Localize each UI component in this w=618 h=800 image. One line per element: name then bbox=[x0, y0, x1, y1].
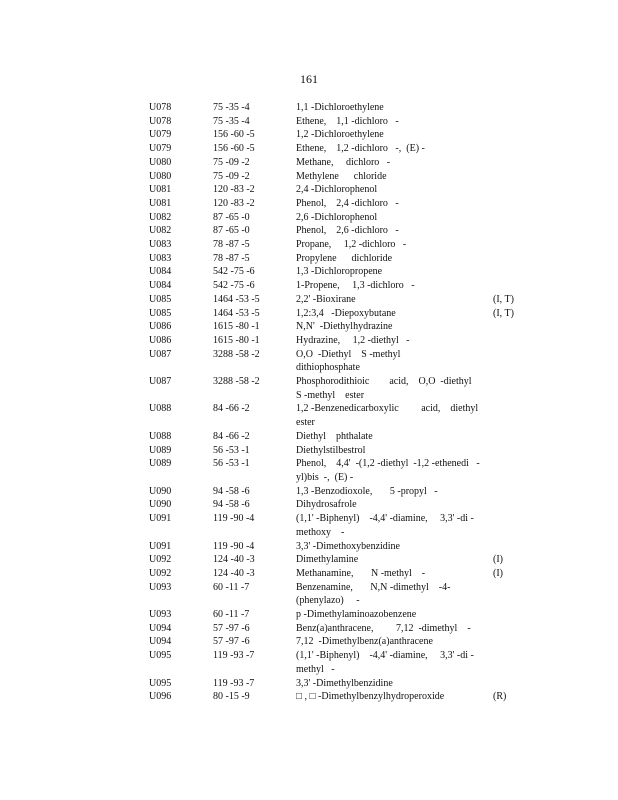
table-row bbox=[149, 115, 529, 129]
waste-code: U079 bbox=[149, 143, 172, 155]
substance-name: Ethene, 1,2 -dichloro -, (E) - bbox=[296, 143, 425, 155]
cas-number: 1615 -80 -1 bbox=[213, 321, 260, 333]
table-row bbox=[149, 512, 529, 539]
table-row bbox=[149, 307, 529, 321]
waste-code: U094 bbox=[149, 636, 172, 648]
waste-code: U078 bbox=[149, 115, 172, 127]
table-row bbox=[149, 677, 529, 691]
cas-number: 120 -83 -2 bbox=[213, 197, 255, 209]
cas-number: 57 -97 -6 bbox=[213, 636, 250, 648]
cas-number: 57 -97 -6 bbox=[213, 622, 250, 634]
cas-number: 124 -40 -3 bbox=[213, 554, 255, 566]
page-number: 161 bbox=[300, 72, 318, 86]
cas-number: 542 -75 -6 bbox=[213, 266, 255, 278]
table-row bbox=[149, 553, 529, 567]
cas-number: 56 -53 -1 bbox=[213, 444, 250, 456]
waste-code: U083 bbox=[149, 239, 172, 251]
waste-code: U095 bbox=[149, 677, 172, 689]
table-row bbox=[149, 581, 529, 608]
substance-name: 1,2 -Dichloroethylene bbox=[296, 129, 384, 141]
waste-code: U087 bbox=[149, 348, 172, 360]
substance-name: Methanamine, N -methyl - bbox=[296, 567, 426, 579]
waste-code: U093 bbox=[149, 609, 172, 621]
cas-number: 60 -11 -7 bbox=[213, 581, 250, 593]
waste-code: U085 bbox=[149, 293, 172, 305]
cas-number: 84 -66 -2 bbox=[213, 430, 250, 442]
cas-number: 1464 -53 -5 bbox=[213, 293, 260, 305]
substance-name: 3,3' -Dimethoxybenzidine bbox=[296, 540, 400, 552]
table-row bbox=[149, 320, 529, 334]
waste-code: U090 bbox=[149, 485, 172, 497]
substance-name: 1,2:3,4 -Diepoxybutane bbox=[296, 307, 396, 319]
substance-name: 2,6 -Dichlorophenol bbox=[296, 211, 378, 223]
cas-number: 87 -65 -0 bbox=[213, 225, 250, 237]
substance-name: 1,3 -Dichloropropene bbox=[296, 266, 383, 278]
hazard-code: (I) bbox=[493, 554, 503, 566]
waste-code: U088 bbox=[149, 430, 172, 442]
table-row bbox=[149, 375, 529, 402]
substance-name: Dimethylamine bbox=[296, 554, 359, 566]
substance-name: Diethyl phthalate bbox=[296, 430, 373, 442]
waste-code: U088 bbox=[149, 403, 172, 415]
waste-code: U081 bbox=[149, 197, 172, 209]
table-row bbox=[149, 348, 529, 375]
table-row bbox=[149, 156, 529, 170]
substance-name: 1,3 -Benzodioxole, 5 -propyl - bbox=[296, 485, 438, 497]
table-row bbox=[149, 430, 529, 444]
cas-number: 124 -40 -3 bbox=[213, 567, 255, 579]
cas-number: 56 -53 -1 bbox=[213, 458, 250, 470]
substance-name: Phenol, 2,4 -dichloro - bbox=[296, 197, 399, 209]
substance-name: p -Dimethylaminoazobenzene bbox=[296, 609, 417, 621]
table-row bbox=[149, 485, 529, 499]
substance-name: Phenol, 2,6 -dichloro - bbox=[296, 225, 399, 237]
substance-name: (1,1' -Biphenyl) -4,4' -diamine, 3,3' -di - methyl - bbox=[296, 650, 474, 675]
cas-number: 119 -90 -4 bbox=[213, 540, 255, 552]
cas-number: 75 -09 -2 bbox=[213, 170, 250, 182]
table-row bbox=[149, 402, 529, 429]
cas-number: 60 -11 -7 bbox=[213, 609, 250, 621]
table-row bbox=[149, 252, 529, 266]
cas-number: 542 -75 -6 bbox=[213, 280, 255, 292]
table-row bbox=[149, 334, 529, 348]
substance-name: Diethylstilbestrol bbox=[296, 444, 366, 456]
waste-code: U089 bbox=[149, 458, 172, 470]
substance-name: Propylene dichloride bbox=[296, 252, 393, 264]
cas-number: 75 -35 -4 bbox=[213, 102, 250, 113]
table-row bbox=[149, 183, 529, 197]
table-row bbox=[149, 622, 529, 636]
table-row bbox=[149, 690, 529, 704]
cas-number: 3288 -58 -2 bbox=[213, 348, 260, 360]
substance-name: Phenol, 4,4' -(1,2 -diethyl -1,2 -ethenedi - yl)bis -, (E) - bbox=[296, 458, 480, 483]
cas-number: 119 -90 -4 bbox=[213, 513, 255, 525]
substance-name: Benzenamine, N,N -dimethyl -4- (phenylazo) - bbox=[296, 581, 451, 607]
cas-number: 78 -87 -5 bbox=[213, 252, 250, 264]
waste-code: U089 bbox=[149, 444, 172, 456]
table-row bbox=[149, 142, 529, 156]
table-row bbox=[149, 608, 529, 622]
cas-number: 84 -66 -2 bbox=[213, 403, 250, 415]
waste-code: U080 bbox=[149, 170, 172, 182]
substance-name: 3,3' -Dimethylbenzidine bbox=[296, 677, 393, 689]
table-row bbox=[149, 444, 529, 458]
table-row bbox=[149, 197, 529, 211]
table-row bbox=[149, 265, 529, 279]
waste-code: U087 bbox=[149, 376, 172, 388]
waste-code: U079 bbox=[149, 129, 172, 141]
substance-name: 1,1 -Dichloroethylene bbox=[296, 102, 384, 113]
cas-number: 156 -60 -5 bbox=[213, 143, 255, 155]
cas-number: 75 -09 -2 bbox=[213, 156, 250, 168]
hazardous-waste-table bbox=[149, 101, 529, 704]
waste-code: U084 bbox=[149, 266, 172, 278]
table-row bbox=[149, 649, 529, 676]
table-row bbox=[149, 498, 529, 512]
table-row bbox=[149, 457, 529, 484]
waste-code: U085 bbox=[149, 307, 172, 319]
hazard-code: (I) bbox=[493, 567, 503, 579]
substance-name: □ , □ -Dimethylbenzylhydroperoxide bbox=[296, 691, 445, 703]
waste-code: U093 bbox=[149, 581, 172, 593]
waste-code: U094 bbox=[149, 622, 172, 634]
waste-code: U092 bbox=[149, 554, 172, 566]
substance-name: N,N' -Diethylhydrazine bbox=[296, 321, 393, 333]
substance-name: 2,2' -Bioxirane bbox=[296, 293, 356, 305]
table-row bbox=[149, 101, 529, 115]
waste-code: U092 bbox=[149, 567, 172, 579]
table-row bbox=[149, 170, 529, 184]
cas-number: 1464 -53 -5 bbox=[213, 307, 260, 319]
substance-name: Benz(a)anthracene, 7,12 -dimethyl - bbox=[296, 622, 471, 634]
table-row bbox=[149, 293, 529, 307]
cas-number: 80 -15 -9 bbox=[213, 691, 250, 703]
substance-name: O,O -Diethyl S -methyl dithiophosphate bbox=[296, 348, 401, 374]
table-row bbox=[149, 540, 529, 554]
hazard-code: (R) bbox=[493, 691, 507, 703]
cas-number: 120 -83 -2 bbox=[213, 184, 255, 196]
cas-number: 87 -65 -0 bbox=[213, 211, 250, 223]
substance-name: Ethene, 1,1 -dichloro - bbox=[296, 115, 399, 127]
waste-code: U081 bbox=[149, 184, 172, 196]
hazard-code: (I, T) bbox=[493, 293, 514, 305]
table-row bbox=[149, 279, 529, 293]
substance-name: Hydrazine, 1,2 -diethyl - bbox=[296, 334, 410, 346]
substance-name: Methane, dichloro - bbox=[296, 156, 391, 168]
waste-code: U078 bbox=[149, 102, 172, 113]
substance-name: Phosphorodithioic acid, O,O -diethyl S -methyl ester bbox=[296, 376, 472, 401]
cas-number: 94 -58 -6 bbox=[213, 485, 250, 497]
hazard-code: (I, T) bbox=[493, 307, 514, 319]
table-row bbox=[149, 567, 529, 581]
substance-name: 1-Propene, 1,3 -dichloro - bbox=[296, 280, 415, 292]
table-row bbox=[149, 635, 529, 649]
cas-number: 119 -93 -7 bbox=[213, 650, 255, 662]
substance-name: 7,12 -Dimethylbenz(a)anthracene bbox=[296, 636, 433, 648]
cas-number: 75 -35 -4 bbox=[213, 115, 250, 127]
table-row bbox=[149, 238, 529, 252]
waste-code: U090 bbox=[149, 499, 172, 511]
cas-number: 1615 -80 -1 bbox=[213, 334, 260, 346]
waste-code: U084 bbox=[149, 280, 172, 292]
waste-code: U082 bbox=[149, 211, 172, 223]
cas-number: 3288 -58 -2 bbox=[213, 376, 260, 388]
waste-code: U091 bbox=[149, 540, 172, 552]
substance-name: Methylene chloride bbox=[296, 170, 387, 182]
waste-code: U086 bbox=[149, 334, 172, 346]
waste-code: U083 bbox=[149, 252, 172, 264]
waste-code: U080 bbox=[149, 156, 172, 168]
waste-code: U096 bbox=[149, 691, 172, 703]
table-row bbox=[149, 224, 529, 238]
table-row bbox=[149, 211, 529, 225]
substance-name: Propane, 1,2 -dichloro - bbox=[296, 239, 407, 251]
substance-name: 1,2 -Benzenedicarboxylic acid, diethyl ester bbox=[296, 403, 479, 429]
waste-code: U082 bbox=[149, 225, 172, 237]
cas-number: 78 -87 -5 bbox=[213, 239, 250, 251]
substance-name: Dihydrosafrole bbox=[296, 499, 357, 511]
substance-name: 2,4 -Dichlorophenol bbox=[296, 184, 378, 196]
waste-code: U086 bbox=[149, 321, 172, 333]
waste-code: U095 bbox=[149, 650, 172, 662]
cas-number: 156 -60 -5 bbox=[213, 129, 255, 141]
waste-code: U091 bbox=[149, 513, 172, 525]
table-row bbox=[149, 128, 529, 142]
substance-name: (1,1' -Biphenyl) -4,4' -diamine, 3,3' -di - methoxy - bbox=[296, 513, 474, 538]
cas-number: 94 -58 -6 bbox=[213, 499, 250, 511]
cas-number: 119 -93 -7 bbox=[213, 677, 255, 689]
